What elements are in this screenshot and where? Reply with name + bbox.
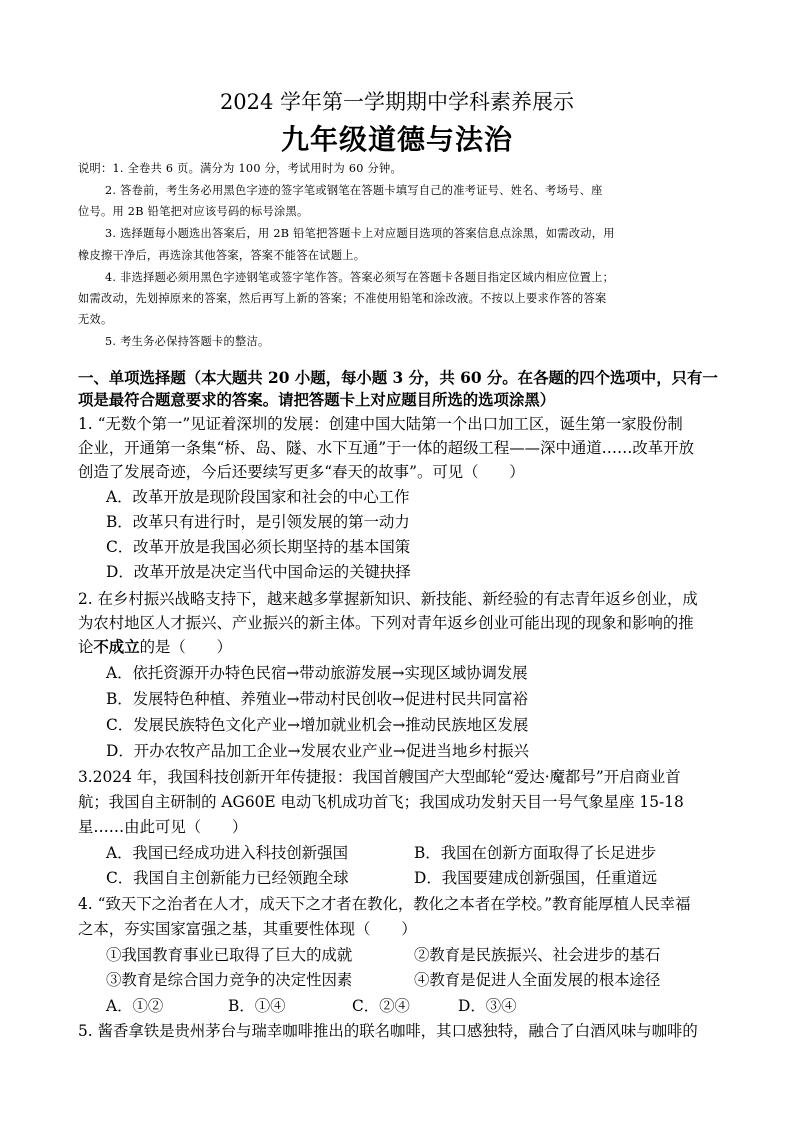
question-4-option-c: C．②④ [352, 997, 410, 1015]
question-4-option-b: B．①④ [228, 997, 286, 1015]
instruction-line: 3. 选择题每小题选出答案后，用 2B 铅笔把答题卡上对应题目选项的答案信息点涂黑，如需改动，用 [105, 227, 615, 240]
question-2-stem-pre: 论 [78, 638, 94, 656]
question-2-stem [78, 636, 232, 658]
question-2-stem-post: 的是（ ） [139, 638, 232, 656]
question-3-stem: 航；我国自主研制的 AG60E 电动飞机成功首飞；我国成功发射天目一号气象星座 15-18 [78, 793, 684, 811]
question-4-stem: 4. “致天下之治者在人才，成天下之才者在教化，教化之本者在学校。”教育能厚植人民幸福 [78, 895, 691, 913]
instruction-line: 如需改动，先划掉原来的答案，然后再写上新的答案；不准使用铅笔和涂改液。不按以上要求作答的答案 [78, 292, 607, 305]
question-3-stem: 3.2024 年，我国科技创新开年传捷报：我国首艘国产大型邮轮“爱达·魔都号”开启商业首 [78, 768, 681, 786]
question-4-option-d: D．③④ [458, 997, 517, 1015]
question-1-option-a: A．改革开放是现阶段国家和社会的中心工作 [106, 488, 410, 506]
question-4-statement-1: ①我国教育事业已取得了巨大的成就 [106, 946, 353, 964]
question-4-statement-3: ③教育是综合国力竞争的决定性因素 [106, 971, 353, 989]
question-2-stem: 为农村地区人才振兴、产业振兴的新主体。下列对青年返乡创业可能出现的现象和影响的推 [78, 614, 694, 632]
question-4-stem: 之本，夯实国家富强之基，其重要性体现（ ） [78, 920, 417, 938]
question-4-option-a: A．①② [106, 997, 164, 1015]
instruction-line: 位号。用 2B 铅笔把对应该号码的标号涂黑。 [78, 205, 309, 218]
question-1-stem: 创造了发展奇迹，今后还要续写更多“春天的故事”。可见（ ） [78, 463, 525, 481]
instruction-line: 无效。 [78, 313, 113, 326]
section-heading: 项是最符合题意要求的答案。请把答题卡上对应题目所选的选项涂黑） [78, 391, 556, 409]
question-1-option-c: C．改革开放是我国必须长期坚持的基本国策 [106, 538, 411, 556]
question-1-stem: 1. “无数个第一”见证着深圳的发展：创建中国大陆第一个出口加工区，诞生第一家股份制 [78, 415, 683, 433]
question-3-option-a: A．我国已经成功进入科技创新强国 [106, 844, 348, 862]
question-1-stem: 企业，开通第一条集“桥、岛、隧、水下互通”于一体的超级工程——深中通道……改革开放 [78, 439, 694, 457]
question-2-stem: 2. 在乡村振兴战略支持下，越来越多掌握新知识、新技能、新经验的有志青年返乡创业，成 [78, 590, 698, 608]
question-2-option-d: D．开办农牧产品加工企业→发展农业产业→促进当地乡村振兴 [106, 742, 529, 760]
question-3-option-b: B．我国在创新方面取得了长足进步 [414, 844, 657, 862]
section-heading: 一、单项选择题（本大题共 20 小题，每小题 3 分，共 60 分。在各题的四个选项中，只有一 [78, 369, 718, 387]
question-4-statement-4: ④教育是促进人全面发展的根本途径 [414, 971, 661, 989]
instruction-line: 5. 考生务必保持答题卡的整洁。 [105, 335, 270, 348]
instruction-line: 说明：1. 全卷共 6 页。满分为 100 分，考试用时为 60 分钟。 [78, 162, 403, 175]
question-4-statement-2: ②教育是民族振兴、社会进步的基石 [414, 946, 661, 964]
exam-title: 2024 学年第一学期期中学科素养展示 [219, 90, 575, 114]
question-3-option-d: D．我国要建成创新强国，任重道远 [414, 869, 658, 887]
question-2-option-c: C．发展民族特色文化产业→增加就业机会→推动民族地区发展 [106, 716, 529, 734]
question-3-option-c: C．我国自主创新能力已经领跑全球 [106, 869, 349, 887]
question-5-stem: 5. 酱香拿铁是贵州茅台与瑞幸咖啡推出的联名咖啡，其口感独特，融合了白酒风味与咖啡的 [78, 1022, 698, 1040]
question-1-option-b: B．改革只有进行时，是引领发展的第一动力 [106, 513, 410, 531]
instruction-line: 橡皮擦干净后，再选涂其他答案，答案不能答在试题上。 [78, 249, 366, 262]
question-1-option-d: D．改革开放是决定当代中国命运的关键抉择 [106, 563, 411, 581]
question-2-stem-emphasis: 不成立 [93, 638, 140, 656]
question-2-option-b: B．发展特色种植、养殖业→带动村民创收→促进村民共同富裕 [106, 690, 528, 708]
instruction-line: 2. 答卷前，考生务必用黑色字迹的签字笔或钢笔在答题卡填写自己的准考证号、姓名、考场号、座 [105, 184, 603, 197]
question-3-stem: 星……由此可见（ ） [78, 818, 248, 836]
question-2-option-a: A．依托资源开办特色民宿→带动旅游发展→实现区域协调发展 [106, 664, 528, 682]
instruction-line: 4. 非选择题必须用黑色字迹钢笔或签字笔作答。答案必须写在答题卡各题目指定区域内相应位置上； [105, 271, 615, 284]
exam-subject: 九年级道德与法治 [280, 123, 513, 156]
